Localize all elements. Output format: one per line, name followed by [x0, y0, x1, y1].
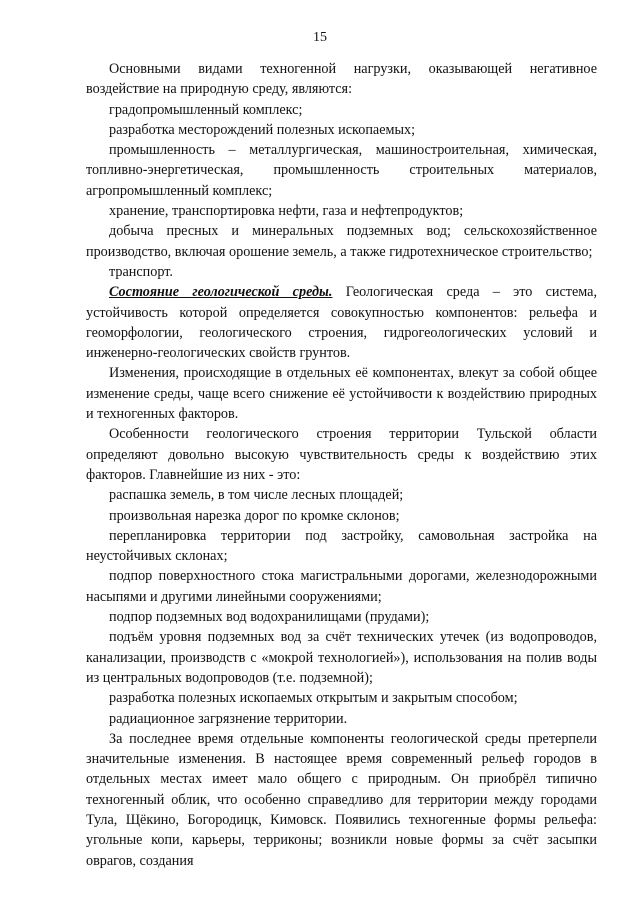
paragraph: Особенности геологического строения территории Тульской области определяют довольно высокую чувствительность среды к воздействию этих факторов. Главнейшие из них - это: — [86, 426, 597, 483]
paragraph-intro: Основными видами техногенной нагрузки, оказывающей негативное воздействие на природную среду, являются: — [86, 61, 597, 98]
list-item: добыча пресных и минеральных подземных вод; сельскохозяйственное производство, включая орошение земель, а также гидротехническое строительство; — [86, 223, 597, 260]
list-item: разработка месторождений полезных ископаемых; — [109, 121, 416, 138]
paragraph-text: Геологическая среда – это система, устойчивость которой определяется совокупностью компонентов: рельефа и геоморфологии, геологического строения, гидрогеологических условий и инженерно-геологических свойств грунтов. — [86, 284, 597, 362]
list-item: радиационное загрязнение территории. — [109, 710, 348, 727]
list-item: промышленность – металлургическая, машиностроительная, химическая, топливно-энергетическая, промышленность строительных материалов, агропромышленный комплекс; — [86, 142, 597, 199]
list-item: разработка полезных ископаемых открытым и закрытым способом; — [109, 690, 518, 707]
list-item: распашка земель, в том числе лесных площадей; — [109, 487, 404, 504]
paragraph: За последнее время отдельные компоненты геологической среды претерпели значительные изменения. В настоящее время современный рельеф городов в отдельных местах имеет мало общего с природным. Он приобрёл типично техногенный облик, что особенно справедливо для территории между городами Тула, Щёкино, Богородицк, Кимовск. Появились техногенные формы рельефа: угольные копи, карьеры, терриконы; возникли новые формы за счёт засыпки оврагов, создания — [86, 730, 597, 869]
list-item: градопромышленный комплекс; — [109, 101, 303, 118]
paragraph-geological-environment — [86, 282, 597, 363]
section-lead-heading: Состояние геологической среды. — [109, 284, 333, 301]
list-item: подпор поверхностного стока магистральными дорогами, железнодорожными насыпями и другими линейными сооружениями; — [86, 568, 597, 605]
list-item: произвольная нарезка дорог по кромке склонов; — [109, 507, 400, 524]
list-item: хранение, транспортировка нефти, газа и нефтепродуктов; — [109, 203, 464, 220]
list-item: перепланировка территории под застройку, самовольная застройка на неустойчивых склонах; — [86, 527, 597, 565]
page-number: 15 — [313, 30, 327, 45]
list-item: подъём уровня подземных вод за счёт технических утечек (из водопроводов, канализации, производств с «мокрой технологией»), использования на полив воды из центральных водопроводов (т.е. подземной); — [86, 629, 597, 686]
document-body — [86, 59, 597, 871]
list-item: подпор подземных вод водохранилищами (прудами); — [109, 609, 430, 626]
paragraph: Изменения, происходящие в отдельных её компонентах, влекут за собой общее изменение среды, чаще всего снижение её устойчивости к воздействию природных и техногенных факторов. — [86, 365, 597, 423]
list-item: транспорт. — [109, 263, 173, 280]
